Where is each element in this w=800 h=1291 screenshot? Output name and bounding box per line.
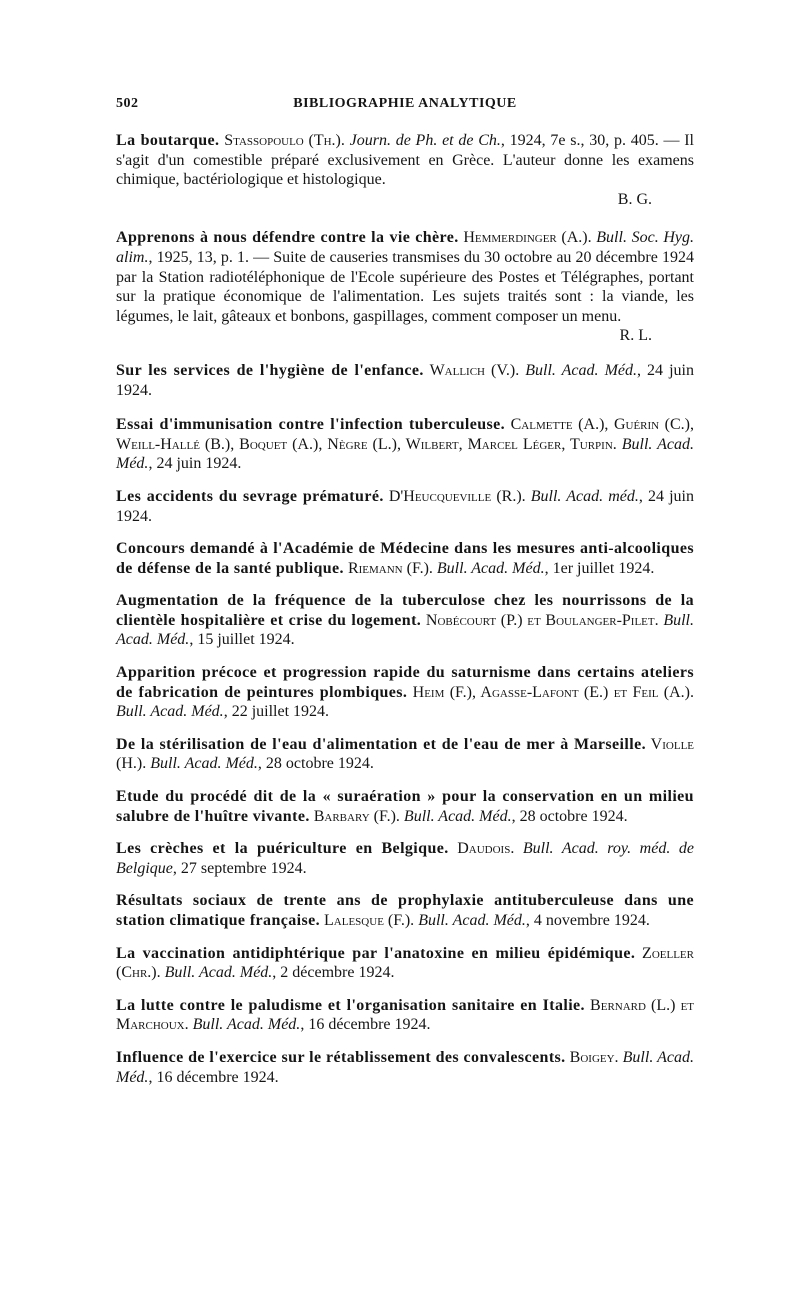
entry-signature: B. G.: [617, 190, 652, 208]
entry-source: Bull. Acad. Méd.: [436, 559, 545, 577]
entry-source: Bull. Acad. Méd.: [525, 361, 638, 379]
entry-details: , 1924, 7e s., 30, p. 405. — Il s'agit d'un comestible préparé exclusivement en Grèce. L'auteur donne les examens chimique, bactériologique et histologique.: [116, 132, 695, 189]
bibliography-entry: [116, 415, 694, 474]
entry-source: Journ. de Ph. et de Ch.: [349, 132, 501, 149]
entry-authors: D'Heucqueville (R.).: [383, 487, 531, 505]
entry-authors: Boigey.: [565, 1048, 623, 1066]
entry-details: , 22 juillet 1924.: [223, 703, 330, 721]
entry-source: Bull. Acad. Méd.: [116, 1048, 694, 1086]
entry-details: , 15 juillet 1924.: [189, 631, 295, 649]
entry-authors: Daudois.: [448, 840, 523, 858]
entry-details: , 24 juin 1924.: [148, 455, 242, 473]
bibliography-entry: [116, 996, 694, 1035]
bibliography-entry: [116, 787, 694, 826]
entry-title: Augmentation de la fréquence de la tuberculose chez les nourrissons de la clientèle hospitalière et crise du logement.: [116, 592, 694, 629]
entry-title: Influence de l'exercice sur le rétablissement des convalescents.: [116, 1048, 566, 1066]
bibliography-entry: [116, 539, 694, 578]
entry-source: Bull. Acad. Méd.: [116, 611, 694, 649]
entry-title: La vaccination antidiphtérique par l'anatoxine en milieu épidémique.: [116, 944, 636, 962]
entry-title: Concours demandé à l'Académie de Médecine dans les mesures anti-alcooliques de défense de la santé publique.: [116, 540, 694, 577]
entry-source: Bull. Acad. méd.: [530, 487, 639, 505]
bibliography-entry: [116, 228, 694, 346]
entry-authors: Lalesque (F.).: [320, 912, 419, 929]
bibliography-entry: [116, 487, 694, 526]
bibliography-list: [116, 131, 694, 1087]
entry-details: , 2 décembre 1924.: [272, 964, 395, 982]
entry-title: Essai d'immunisation contre l'infection tuberculeuse.: [116, 416, 506, 434]
entry-details: , 28 octobre 1924.: [511, 807, 628, 825]
entry-authors: Riemann (F.).: [343, 559, 437, 577]
bibliography-entry: [116, 735, 694, 774]
bibliography-entry: [116, 891, 694, 930]
entry-authors: Hemmerdinger (A.).: [458, 229, 597, 247]
entry-authors: Violle (H.).: [116, 735, 695, 773]
entry-title: Apprenons à nous défendre contre la vie chère.: [116, 229, 459, 247]
entry-authors: Zoeller (Chr.).: [116, 944, 694, 982]
entry-details: , 1925, 13, p. 1. — Suite de causeries transmises du 30 octobre au 20 décembre 1924 par la Station radiotéléphonique de l'Ecole supérieure des Postes et Télégraphes, portant sur la pratique économique de l'alimentation. Les sujets traités sont : la viande, les légumes, le lait, gâteaux et bonbons, gaspillages, comment composer un menu.: [116, 248, 694, 325]
bibliography-entry: [116, 591, 694, 650]
entry-details: , 27 septembre 1924.: [172, 859, 307, 877]
entry-details: , 4 novembre 1924.: [525, 912, 650, 929]
entry-title: Apparition précoce et progression rapide du saturnisme dans certains ateliers de fabrication de peintures plombiques.: [116, 664, 694, 701]
entry-source: Bull. Acad. Méd.: [150, 755, 258, 773]
entry-source: Bull. Acad. Méd.: [418, 912, 526, 929]
bibliography-entry: [116, 839, 694, 878]
entry-authors: Calmette (A.), Guérin (C.), Weill-Hallé (B.), Boquet (A.), Nègre (L.), Wilbert, Marcel Léger, Turpin.: [116, 416, 694, 453]
entry-title: La lutte contre le paludisme et l'organisation sanitaire en Italie.: [116, 996, 585, 1014]
entry-source: Bull. Acad. roy. méd. de Belgique: [116, 840, 694, 877]
entry-title: De la stérilisation de l'eau d'alimentation et de l'eau de mer à Marseille.: [116, 735, 646, 753]
entry-source: Bull. Acad. Méd.: [116, 703, 224, 721]
entry-source: Bull. Acad. Méd.: [403, 807, 512, 825]
entry-authors: Nobécourt (P.) et Boulanger-Pilet.: [421, 611, 664, 629]
entry-details: , 16 décembre 1924.: [300, 1016, 431, 1034]
entry-details: , 24 juin 1924.: [116, 487, 694, 525]
entry-title: Les crèches et la puériculture en Belgique.: [116, 840, 449, 858]
entry-source: Bull. Acad. Méd.: [116, 435, 694, 473]
bibliography-entry: [116, 663, 694, 722]
entry-details: , 28 octobre 1924.: [257, 755, 374, 773]
entry-authors: Wallich (V.).: [423, 361, 526, 379]
entry-authors: Bernard (L.) et Marchoux.: [116, 996, 695, 1034]
entry-details: , 16 décembre 1924.: [148, 1068, 279, 1086]
entry-title: Sur les services de l'hygiène de l'enfance.: [116, 361, 424, 379]
entry-details: , 24 juin 1924.: [116, 361, 694, 399]
entry-title: Résultats sociaux de trente ans de prophylaxie antituberculeuse dans une station climatique française.: [116, 892, 694, 929]
entry-source: Bull. Acad. Méd.: [192, 1016, 301, 1034]
entry-title: Etude du procédé dit de la « suraération » pour la conservation en un milieu salubre de l'huître vivante.: [116, 788, 694, 825]
bibliography-entry: [116, 1048, 694, 1087]
entry-title: La boutarque.: [116, 132, 220, 149]
entry-signature: R. L.: [619, 327, 652, 345]
entry-authors: Stassopoulo (Th.).: [219, 132, 350, 149]
entry-authors: Heim (F.), Agasse-Lafont (E.) et Feil (A.).: [407, 683, 694, 701]
entry-source: Bull. Soc. Hyg. alim.: [116, 229, 695, 266]
entry-details: , 1er juillet 1924.: [544, 559, 655, 577]
entry-title: Les accidents du sevrage prématuré.: [116, 487, 384, 505]
running-title: BIBLIOGRAPHIE ANALYTIQUE: [293, 96, 517, 111]
page-header: [116, 96, 694, 120]
bibliography-entry: [116, 361, 694, 400]
page-number: 502: [116, 96, 139, 111]
entry-authors: Barbary (F.).: [309, 807, 404, 825]
entry-source: Bull. Acad. Méd.: [164, 964, 273, 982]
bibliography-entry: [116, 131, 694, 209]
bibliography-entry: [116, 944, 694, 983]
